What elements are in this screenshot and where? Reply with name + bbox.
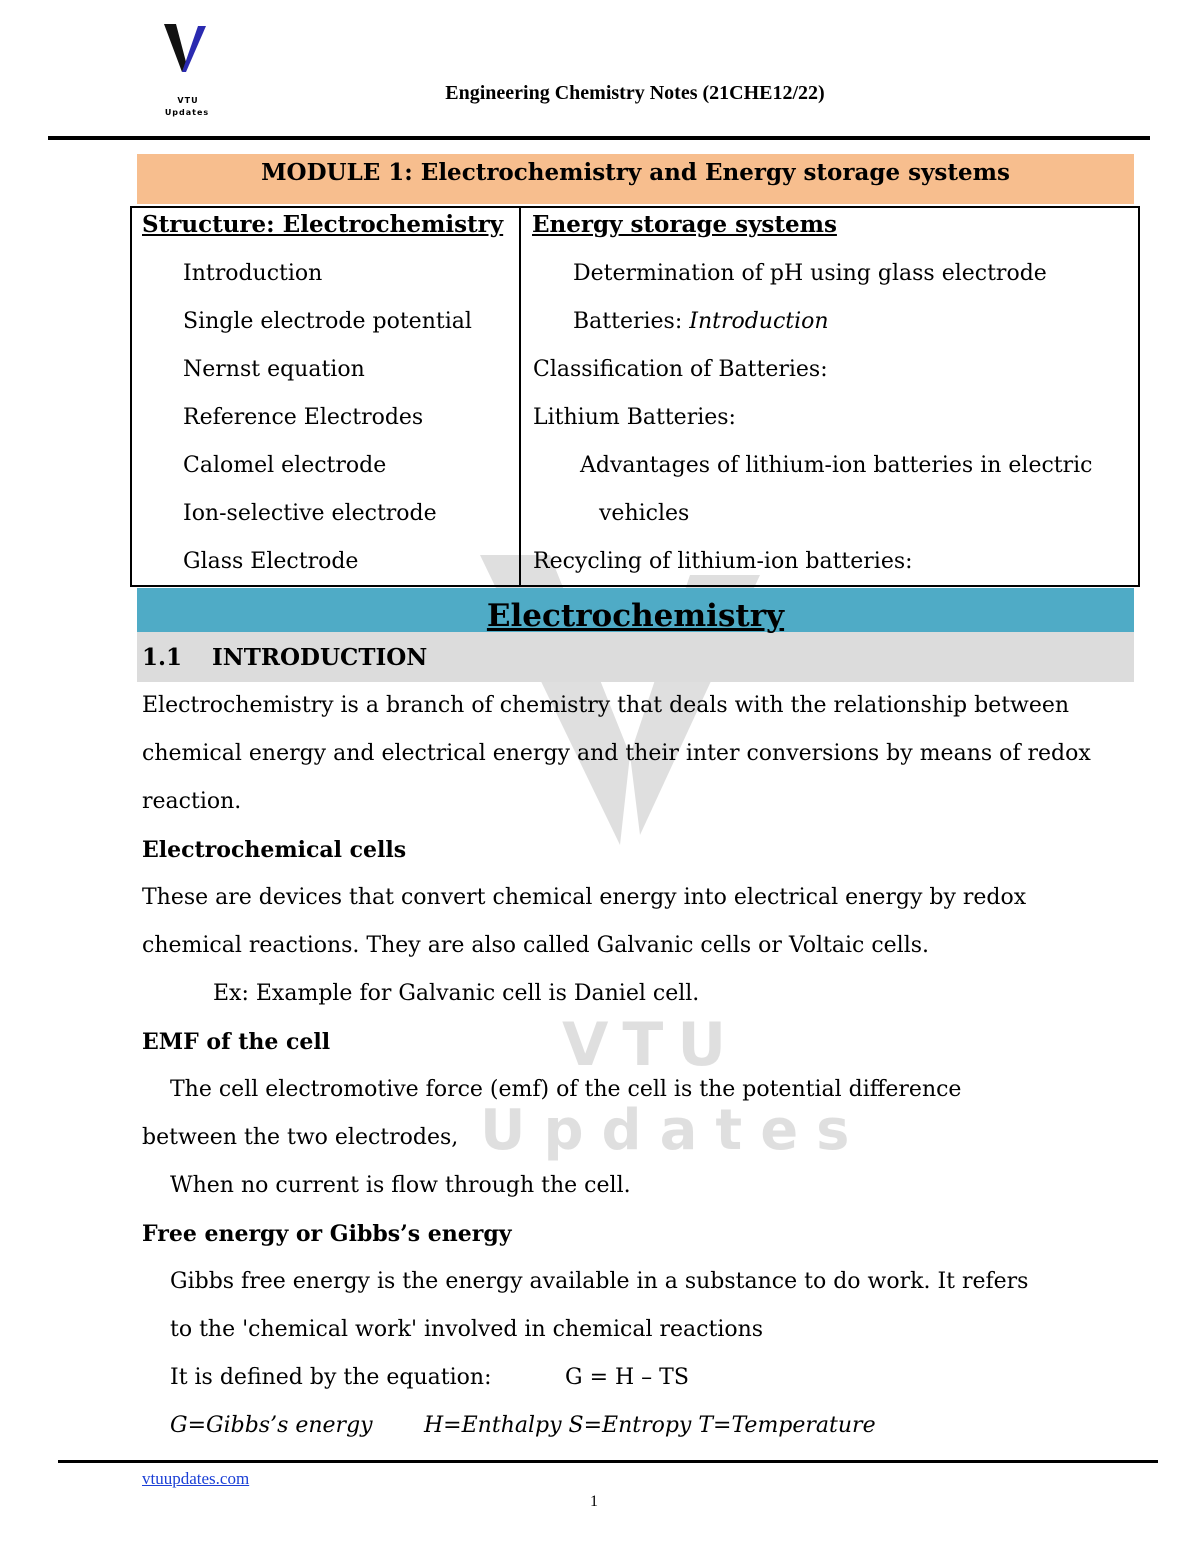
structure-right-item: Lithium Batteries:	[533, 405, 736, 430]
page-number: 1	[590, 1493, 598, 1510]
gibbs-heading: Free energy or Gibbs’s energy	[142, 1221, 512, 1247]
footer-website-link[interactable]: vtuupdates.com	[142, 1469, 250, 1488]
batteries-label: Batteries:	[573, 309, 690, 334]
structure-right-item: Advantages of lithium-ion batteries in electric	[580, 453, 1093, 478]
header-rule	[48, 136, 1150, 140]
footer-rule	[58, 1460, 1158, 1463]
structure-right-heading: Energy storage systems	[532, 211, 837, 238]
module-title: MODULE 1: Electrochemistry and Energy storage systems	[261, 159, 1010, 186]
structure-left-item: Calomel electrode	[183, 453, 387, 478]
structure-table-divider	[519, 206, 521, 587]
structure-right-item: Classification of Batteries:	[533, 357, 828, 382]
emf-heading: EMF of the cell	[142, 1029, 331, 1055]
gibbs-definitions: H=Enthalpy S=Entropy T=Temperature	[424, 1413, 876, 1438]
intro-paragraph-line: Electrochemistry is a branch of chemistry that deals with the relationship between	[142, 693, 1070, 718]
watermark-updates-text: Updates	[480, 1098, 868, 1163]
structure-left-item: Reference Electrodes	[183, 405, 424, 430]
emf-paragraph-line: The cell electromotive force (emf) of the cell is the potential difference	[170, 1077, 962, 1102]
structure-left-heading: Structure: Electrochemistry	[142, 211, 504, 238]
cells-heading: Electrochemical cells	[142, 837, 407, 863]
structure-right-item: Determination of pH using glass electrode	[573, 261, 1047, 286]
section-title: Electrochemistry	[486, 598, 785, 634]
gibbs-equation-label: It is defined by the equation:	[170, 1365, 492, 1390]
structure-left-item: Introduction	[183, 261, 323, 286]
batteries-intro-italic: Introduction	[689, 309, 829, 334]
document-header-title: Engineering Chemistry Notes (21CHE12/22)	[445, 82, 825, 104]
subsection-title: INTRODUCTION	[212, 644, 428, 671]
gibbs-paragraph-line: to the 'chemical work' involved in chemical reactions	[170, 1317, 764, 1342]
cells-paragraph-line: These are devices that convert chemical energy into electrical energy by redox	[142, 885, 1027, 910]
structure-left-item: Nernst equation	[183, 357, 365, 382]
cells-example: Ex: Example for Galvanic cell is Daniel cell.	[213, 981, 700, 1006]
subsection-number: 1.1	[142, 644, 183, 671]
emf-paragraph-line: When no current is flow through the cell.	[170, 1173, 631, 1198]
emf-paragraph-line: between the two electrodes,	[142, 1125, 459, 1150]
structure-right-item: vehicles	[599, 501, 690, 526]
vtu-logo-icon	[160, 22, 210, 74]
subsection-heading	[142, 644, 427, 671]
structure-left-item: Ion-selective electrode	[183, 501, 437, 526]
cells-paragraph-line: chemical reactions. They are also called Galvanic cells or Voltaic cells.	[142, 933, 930, 958]
gibbs-equation: G = H – TS	[565, 1365, 689, 1390]
watermark-vtu-text: VTU	[562, 1010, 741, 1080]
intro-paragraph-line: reaction.	[142, 789, 242, 814]
structure-right-item	[573, 309, 829, 334]
structure-right-item: Recycling of lithium-ion batteries:	[533, 549, 913, 574]
logo-text-updates: Updates	[164, 108, 210, 117]
structure-left-item: Glass Electrode	[183, 549, 359, 574]
intro-paragraph-line: chemical energy and electrical energy and their inter conversions by means of redox	[142, 741, 1091, 766]
logo-text-vtu: VTU	[177, 96, 199, 105]
gibbs-definition-g: G=Gibbs’s energy	[170, 1413, 373, 1438]
structure-left-item: Single electrode potential	[183, 309, 472, 334]
gibbs-paragraph-line: Gibbs free energy is the energy available in a substance to do work. It refers	[170, 1269, 1029, 1294]
